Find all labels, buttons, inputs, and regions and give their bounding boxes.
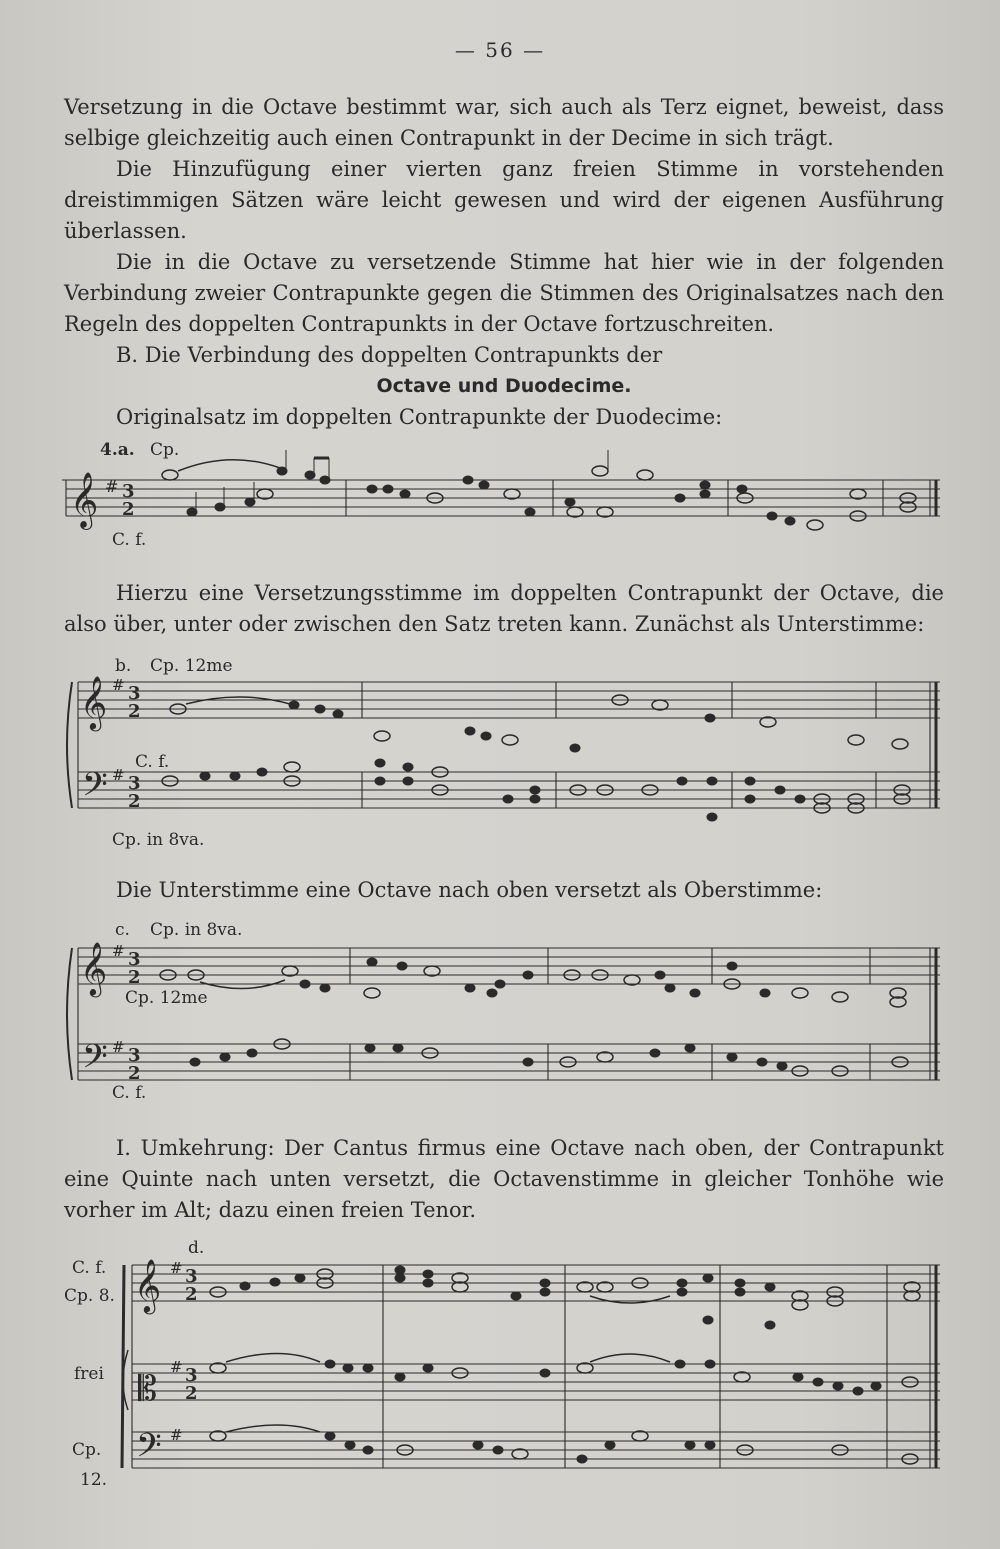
svg-text:2: 2 — [185, 1383, 198, 1404]
score-example-a — [0, 450, 1000, 540]
svg-text:#: # — [170, 1259, 183, 1277]
intro-example-a: Originalsatz im doppelten Contrapunkte der Duodecime: — [116, 405, 723, 429]
svg-text:#: # — [170, 1426, 183, 1444]
example-b-cf-label: C. f. — [135, 752, 170, 772]
paragraph-2: Die Hinzufügung einer vierten ganz freien Stimme in vorstehenden dreistimmigen Sätzen wäre leicht gewesen und wird der eigenen Ausführung überlassen. — [64, 157, 944, 243]
svg-text:𝄞: 𝄞 — [80, 941, 108, 995]
text-block-d — [64, 1133, 944, 1226]
paragraph-c: Die Unterstimme eine Octave nach oben versetzt als Oberstimme: — [116, 878, 823, 902]
svg-text:#: # — [112, 942, 125, 960]
section-heading-b: B. Die Verbindung des doppelten Contrapunkts der — [116, 343, 663, 367]
example-d-cp8-label: Cp. 8. — [64, 1286, 115, 1306]
svg-text:2: 2 — [122, 499, 135, 520]
svg-text:2: 2 — [128, 1063, 141, 1084]
svg-text:3: 3 — [128, 683, 141, 704]
example-d-cp-label: Cp. — [72, 1440, 102, 1460]
svg-text:3: 3 — [185, 1266, 198, 1287]
svg-text:#: # — [170, 1358, 183, 1376]
example-a-cp-label: Cp. — [150, 440, 180, 460]
svg-text:3: 3 — [128, 1045, 141, 1066]
svg-text:3: 3 — [185, 1365, 198, 1386]
svg-text:𝄞: 𝄞 — [134, 1258, 162, 1312]
score-example-c — [0, 930, 1000, 1090]
svg-text:𝄡: 𝄡 — [138, 1369, 157, 1409]
svg-text:2: 2 — [185, 1284, 198, 1305]
text-block-top — [64, 92, 944, 433]
svg-text:𝄞: 𝄞 — [80, 675, 108, 729]
svg-text:𝄞: 𝄞 — [70, 472, 99, 528]
page-number: — 56 — — [454, 38, 546, 62]
svg-text:2: 2 — [128, 701, 141, 722]
score-example-d — [0, 1250, 1000, 1490]
example-b-cp8-label: Cp. in 8va. — [112, 830, 205, 850]
svg-text:3: 3 — [128, 773, 141, 794]
section-heading-b2: Octave und Duodecime. — [376, 375, 632, 397]
svg-text:𝄢: 𝄢 — [136, 1427, 162, 1473]
example-d-twelve-label: 12. — [80, 1470, 108, 1490]
example-a-cf-label: C. f. — [112, 530, 147, 550]
paragraph-d: I. Umkehrung: Der Cantus firmus eine Octave nach oben, der Contrapunkt eine Quinte nach unten versetzt, die Octavenstimme in gleicher Tonhöhe wie vorher im Alt; dazu einen freien Tenor. — [64, 1136, 944, 1222]
paragraph-1: Versetzung in die Octave bestimmt war, sich auch als Terz eignet, beweist, dass selbige gleichzeitig auch einen Contrapunkt in der Decime in sich trägt. — [64, 95, 944, 150]
example-d-cf-label: C. f. — [72, 1258, 107, 1278]
svg-text:#: # — [105, 477, 119, 496]
svg-text:2: 2 — [128, 967, 141, 988]
example-c-cp8-label: Cp. in 8va. — [150, 920, 243, 940]
svg-text:𝄢: 𝄢 — [82, 766, 108, 812]
example-d-frei-label: frei — [74, 1364, 104, 1384]
paragraph-3: Die in die Octave zu versetzende Stimme hat hier wie in der folgenden Verbindung zweier Contrapunkte gegen die Stimmen des Originalsatzes nach den Regeln des doppelten Contrapunkts in der Octave fortzuschreiten. — [64, 250, 944, 336]
text-block-c — [64, 875, 944, 906]
svg-text:#: # — [112, 766, 125, 784]
example-c-number: c. — [115, 920, 130, 940]
example-b-cp-label: Cp. 12me — [150, 656, 233, 676]
score-example-b — [0, 660, 1000, 830]
svg-text:3: 3 — [122, 481, 135, 502]
example-c-cf-label: C. f. — [112, 1083, 147, 1103]
text-block-b — [64, 578, 944, 640]
example-a-number: 4.a. — [100, 440, 135, 460]
svg-text:#: # — [112, 1038, 125, 1056]
svg-text:𝄢: 𝄢 — [82, 1038, 108, 1084]
paragraph-b: Hierzu eine Versetzungsstimme im doppelten Contrapunkt der Octave, die also über, unter oder zwischen den Satz treten kann. Zunächst als Unterstimme: — [64, 581, 944, 636]
svg-text:#: # — [112, 676, 125, 694]
example-b-number: b. — [115, 656, 132, 676]
svg-text:3: 3 — [128, 949, 141, 970]
example-d-number: d. — [188, 1238, 205, 1258]
example-c-cp12-label: Cp. 12me — [125, 988, 208, 1008]
svg-text:2: 2 — [128, 791, 141, 812]
